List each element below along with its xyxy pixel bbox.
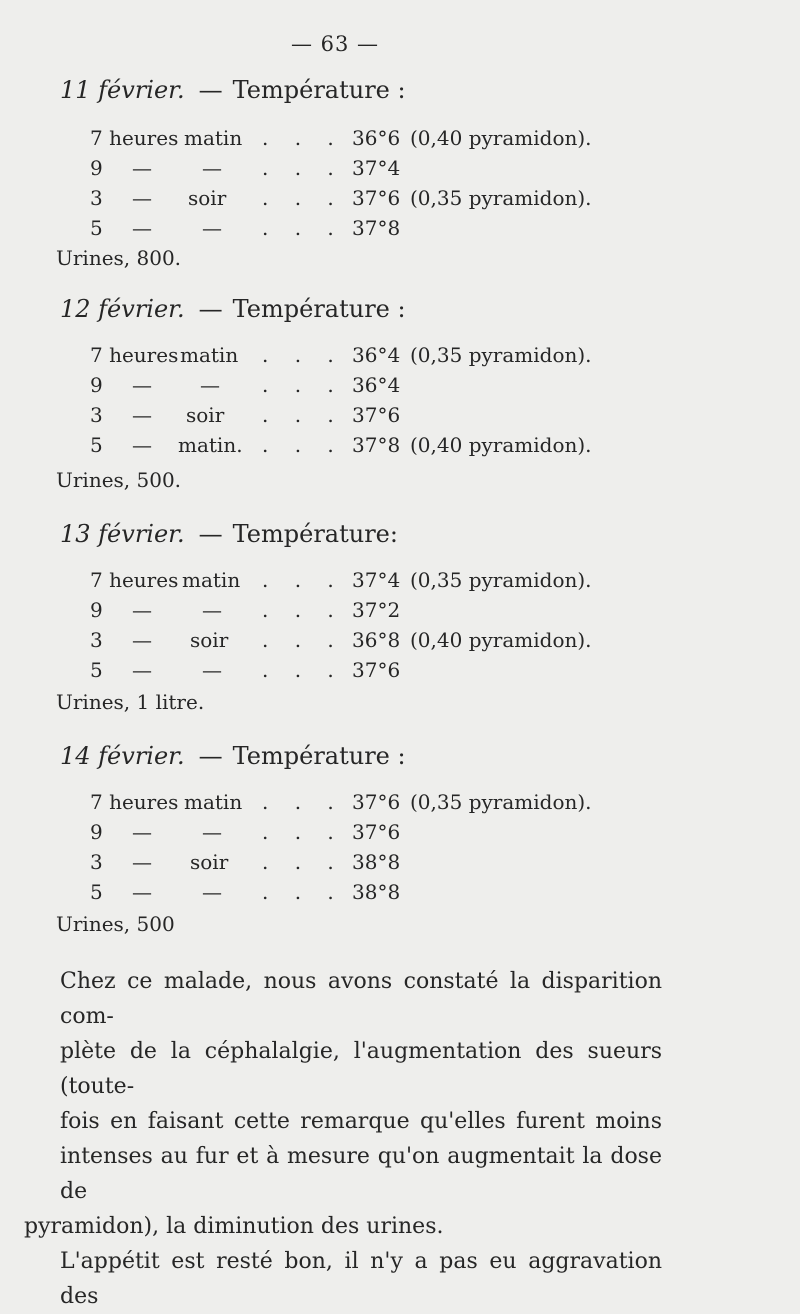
heading-dash: — bbox=[198, 76, 223, 104]
row-dash: — bbox=[132, 628, 152, 652]
row-dash: — bbox=[132, 658, 152, 682]
row-dash: — bbox=[132, 598, 152, 622]
row-leader-dots: . . . bbox=[262, 126, 344, 150]
row-dash: — bbox=[132, 850, 152, 874]
row-period: — bbox=[202, 820, 222, 844]
row-note: (0,40 pyramidon). bbox=[410, 126, 592, 150]
row-leader-dots: . . . bbox=[262, 156, 344, 180]
row-hour: 9 bbox=[90, 820, 103, 844]
row-leader-dots: . . . bbox=[262, 598, 344, 622]
urine-volume: Urines, 500. bbox=[56, 468, 182, 492]
row-dash: — bbox=[132, 373, 152, 397]
paragraph-line: intenses au fur et à mesure qu'on augmentait la dose de bbox=[60, 1144, 662, 1204]
temperature-row bbox=[0, 186, 800, 216]
row-period: — bbox=[202, 658, 222, 682]
row-leader-dots: . . . bbox=[262, 373, 344, 397]
day-heading bbox=[60, 76, 406, 104]
temperature-row bbox=[0, 433, 800, 463]
row-temperature: 38°8 bbox=[352, 880, 401, 904]
row-period: soir bbox=[188, 186, 227, 210]
row-leader-dots: . . . bbox=[262, 403, 344, 427]
row-dash: — bbox=[132, 186, 152, 210]
body-paragraph bbox=[24, 964, 662, 1314]
row-temperature: 36°6 bbox=[352, 126, 401, 150]
row-hour: 5 bbox=[90, 658, 103, 682]
urine-volume: Urines, 500 bbox=[56, 912, 175, 936]
temperature-row bbox=[0, 216, 800, 246]
temperature-row bbox=[0, 343, 800, 373]
row-hour: 9 bbox=[90, 156, 103, 180]
paragraph-line: L'appétit est resté bon, il n'y a pas eu aggravation des bbox=[60, 1249, 662, 1309]
row-temperature: 37°6 bbox=[352, 186, 401, 210]
row-note: (0,35 pyramidon). bbox=[410, 186, 592, 210]
row-leader-dots: . . . bbox=[262, 433, 344, 457]
paragraph-line: plète de la céphalalgie, l'augmentation des sueurs (toute- bbox=[60, 1039, 662, 1099]
row-temperature: 37°6 bbox=[352, 790, 401, 814]
day-date: 14 février. bbox=[60, 742, 185, 770]
row-leader-dots: . . . bbox=[262, 216, 344, 240]
page-number: — 63 — bbox=[290, 32, 380, 56]
temperature-row bbox=[0, 568, 800, 598]
row-temperature: 38°8 bbox=[352, 850, 401, 874]
row-hour: 5 bbox=[90, 880, 103, 904]
temperature-row bbox=[0, 850, 800, 880]
row-period: matin. bbox=[178, 433, 243, 457]
temperature-row bbox=[0, 820, 800, 850]
paragraph-line: fois en faisant cette remarque qu'elles furent moins bbox=[60, 1109, 662, 1134]
row-period: — bbox=[202, 880, 222, 904]
row-period: soir bbox=[190, 628, 229, 652]
row-leader-dots: . . . bbox=[262, 628, 344, 652]
temperature-row bbox=[0, 628, 800, 658]
row-hour: 3 bbox=[90, 403, 103, 427]
row-temperature: 37°6 bbox=[352, 820, 401, 844]
row-temperature: 37°2 bbox=[352, 598, 401, 622]
row-period: soir bbox=[186, 403, 225, 427]
row-period: — bbox=[200, 373, 220, 397]
row-dash: — bbox=[132, 433, 152, 457]
row-hour: 3 bbox=[90, 628, 103, 652]
row-temperature: 37°8 bbox=[352, 216, 401, 240]
day-date: 12 février. bbox=[60, 295, 185, 323]
heading-dash: — bbox=[198, 742, 223, 770]
row-note: (0,35 pyramidon). bbox=[410, 568, 592, 592]
day-heading bbox=[60, 742, 406, 770]
row-period: matin bbox=[184, 126, 243, 150]
row-leader-dots: . . . bbox=[262, 880, 344, 904]
day-heading bbox=[60, 295, 406, 323]
row-hour: 9 bbox=[90, 598, 103, 622]
temperature-row bbox=[0, 790, 800, 820]
row-period: matin bbox=[184, 790, 243, 814]
row-temperature: 37°8 bbox=[352, 433, 401, 457]
row-leader-dots: . . . bbox=[262, 658, 344, 682]
heading-label: Température : bbox=[232, 742, 406, 770]
row-leader-dots: . . . bbox=[262, 343, 344, 367]
row-temperature: 37°4 bbox=[352, 568, 401, 592]
row-period: — bbox=[202, 216, 222, 240]
row-hour: 5 bbox=[90, 216, 103, 240]
row-leader-dots: . . . bbox=[262, 850, 344, 874]
paragraph-line: pyramidon), la diminution des urines. bbox=[24, 1214, 444, 1239]
temperature-row bbox=[0, 658, 800, 688]
temperature-row bbox=[0, 156, 800, 186]
heading-dash: — bbox=[198, 295, 223, 323]
temperature-row bbox=[0, 598, 800, 628]
row-hour: 3 bbox=[90, 850, 103, 874]
row-note: (0,35 pyramidon). bbox=[410, 790, 592, 814]
heading-label: Température : bbox=[232, 76, 406, 104]
heading-label: Température : bbox=[232, 295, 406, 323]
row-dash: — bbox=[132, 880, 152, 904]
row-leader-dots: . . . bbox=[262, 790, 344, 814]
row-temperature: 37°4 bbox=[352, 156, 401, 180]
row-temperature: 37°6 bbox=[352, 658, 401, 682]
row-dash: — bbox=[132, 216, 152, 240]
row-hour: 7 heures bbox=[90, 126, 179, 150]
row-hour: 5 bbox=[90, 433, 103, 457]
row-hour: 7 heures bbox=[90, 343, 179, 367]
row-hour: 7 heures bbox=[90, 790, 179, 814]
row-period: matin bbox=[180, 343, 239, 367]
day-date: 13 février. bbox=[60, 520, 185, 548]
urine-volume: Urines, 1 litre. bbox=[56, 690, 205, 714]
temperature-row bbox=[0, 880, 800, 910]
row-temperature: 36°8 bbox=[352, 628, 401, 652]
row-dash: — bbox=[132, 403, 152, 427]
paragraph-line: Chez ce malade, nous avons constaté la disparition com- bbox=[60, 969, 662, 1029]
row-leader-dots: . . . bbox=[262, 568, 344, 592]
row-period: soir bbox=[190, 850, 229, 874]
urine-volume: Urines, 800. bbox=[56, 246, 182, 270]
row-note: (0,35 pyramidon). bbox=[410, 343, 592, 367]
row-temperature: 37°6 bbox=[352, 403, 401, 427]
row-hour: 3 bbox=[90, 186, 103, 210]
heading-dash: — bbox=[198, 520, 223, 548]
row-temperature: 36°4 bbox=[352, 373, 401, 397]
row-note: (0,40 pyramidon). bbox=[410, 628, 592, 652]
temperature-row bbox=[0, 126, 800, 156]
row-hour: 9 bbox=[90, 373, 103, 397]
day-date: 11 février. bbox=[60, 76, 185, 104]
heading-label: Température: bbox=[232, 520, 398, 548]
row-period: — bbox=[202, 598, 222, 622]
row-leader-dots: . . . bbox=[262, 186, 344, 210]
day-heading bbox=[60, 520, 398, 548]
row-period: — bbox=[202, 156, 222, 180]
row-temperature: 36°4 bbox=[352, 343, 401, 367]
row-period: matin bbox=[182, 568, 241, 592]
row-dash: — bbox=[132, 156, 152, 180]
row-note: (0,40 pyramidon). bbox=[410, 433, 592, 457]
row-leader-dots: . . . bbox=[262, 820, 344, 844]
temperature-row bbox=[0, 373, 800, 403]
temperature-row bbox=[0, 403, 800, 433]
row-hour: 7 heures bbox=[90, 568, 179, 592]
row-dash: — bbox=[132, 820, 152, 844]
